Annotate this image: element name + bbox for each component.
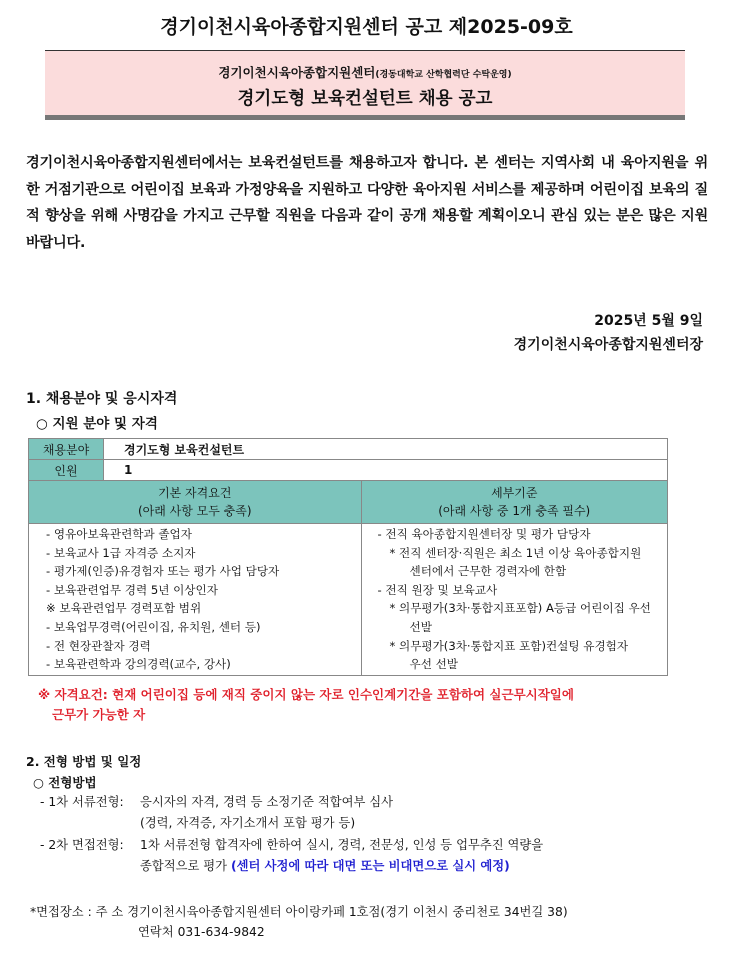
banner-job-title: 경기도형 보육컨설턴트 채용 공고 <box>237 89 493 109</box>
basic-items-cell <box>29 524 362 676</box>
step2-sub: 종합적으로 평가 <box>140 859 228 873</box>
detail-header-sub: (아래 사항 중 1개 충족 필수) <box>438 504 591 518</box>
step1-sub: (경력, 자격증, 자기소개서 포함 평가 등) <box>140 816 356 830</box>
step1-text: 응시자의 자격, 경력 등 소정기준 적합여부 심사 <box>140 795 394 809</box>
list-item: * 의무평가(3차·통합지표 포함)컨설팅 유경험자 <box>389 638 629 653</box>
contact-number: 031-634-9842 <box>177 925 265 939</box>
requirements-table <box>28 438 668 676</box>
table-row <box>29 439 668 460</box>
field-value: 경기도형 보육컨설턴트 <box>104 439 668 460</box>
contact-line <box>138 922 265 940</box>
list-item: - 보육업무경력(어린이집, 유치원, 센터 등) <box>46 619 261 634</box>
notice-date: 2025년 5월 9일 <box>594 313 703 329</box>
list-item: - 전직 육아종합지원센터장 및 평가 담당자 <box>377 527 591 541</box>
step2-label: - 2차 면접전형: <box>40 838 124 852</box>
table-row <box>29 481 668 524</box>
list-item: ※ 보육관련업무 경력포함 범위 <box>46 601 202 616</box>
list-item: - 보육교사 1급 자격증 소지자 <box>46 545 196 560</box>
list-item: - 보육관련학과 강의경력(교수, 강사) <box>46 657 231 672</box>
list-item: 센터에서 근무한 경력자에 한함 <box>409 564 567 579</box>
detail-header <box>361 481 667 524</box>
step2-text: 1차 서류전형 합격자에 한하여 실시, 경력, 전문성, 인성 등 업무추진 역량을 <box>140 838 544 852</box>
table-row <box>29 524 668 676</box>
step1-label: - 1차 서류전형: <box>40 795 124 809</box>
table-row <box>29 460 668 481</box>
list-item: - 평가제(인증)유경험자 또는 평가 사업 담당자 <box>46 564 280 579</box>
count-value: 1 <box>104 460 668 481</box>
basic-header <box>29 481 362 524</box>
section2-title: 2. 전형 방법 및 일정 <box>26 754 142 769</box>
banner-org <box>45 63 685 81</box>
count-label: 인원 <box>29 460 104 481</box>
step2-note: (센터 사정에 따라 대면 또는 비대면으로 실시 예정) <box>230 859 510 873</box>
detail-header-title: 세부기준 <box>491 486 538 500</box>
list-item: 우선 선발 <box>409 657 458 672</box>
section1-title: 1. 채용분야 및 응시자격 <box>26 391 178 407</box>
step2-sub-line <box>140 856 510 877</box>
interview-place-line <box>30 902 568 920</box>
document-title: 경기이천시육아종합지원센터 공고 제2025-09호 <box>160 16 573 38</box>
list-item: * 전직 센터장·직원은 최소 1년 이상 육아종합지원 <box>389 545 642 560</box>
list-item: - 영유아보육관련학과 졸업자 <box>46 527 192 541</box>
banner-org-name: 경기이천시육아종합지원센터 <box>218 65 376 80</box>
list-item: * 의무평가(3차·통합지표포함) A등급 어린이집 우선 <box>389 601 651 616</box>
list-item: - 전직 원장 및 보육교사 <box>377 582 498 597</box>
basic-header-sub: (아래 사항 모두 충족) <box>137 504 252 518</box>
qualification-warning: ※ 자격요건: 현재 어린이집 등에 재직 중이지 않는 자로 인수인계기간을 포함하여 실근무시작일에 <box>38 687 574 702</box>
list-item: - 전 현장관찰자 경력 <box>46 638 151 653</box>
qualification-warning-cont: 근무가 가능한 자 <box>52 707 146 722</box>
title-banner <box>45 50 685 120</box>
list-item: 선발 <box>409 619 432 634</box>
section1-subtitle: ○ 지원 분야 및 자격 <box>36 416 158 432</box>
place-label: *면접장소 : 주 소 <box>30 905 124 919</box>
list-item: - 보육관련업무 경력 5년 이상인자 <box>46 582 218 597</box>
place-address: 경기이천시육아종합지원센터 아이랑카페 1호점(경기 이천시 중리천로 34번길 38) <box>127 905 568 919</box>
intro-paragraph: 경기이천시육아종합지원센터에서는 보육컨설턴트를 채용하고자 합니다. 본 센터는 지역사회 내 육아지원을 위한 거점기관으로 어린이집 보육과 가정양육을 지원하고 다양한 육아지원 서비스를 제공하며 어린이집 보육의 질적 향상을 위해 사명감을 가지고 근무할 직원을 다음과 같이 공개 채용할 계획이오니 관심 있는 분은 많은 지원 바랍니다. <box>26 155 708 251</box>
basic-header-title: 기본 자격요건 <box>158 486 232 500</box>
detail-items-cell <box>361 524 667 676</box>
contact-label: 연락처 <box>138 925 174 939</box>
notice-signer: 경기이천시육아종합지원센터장 <box>513 337 703 353</box>
field-label: 채용분야 <box>29 439 104 460</box>
section2-subtitle: ○ 전형방법 <box>33 775 97 790</box>
banner-org-sub: (경동대학교 산학협력단 수탁운영) <box>375 70 512 80</box>
